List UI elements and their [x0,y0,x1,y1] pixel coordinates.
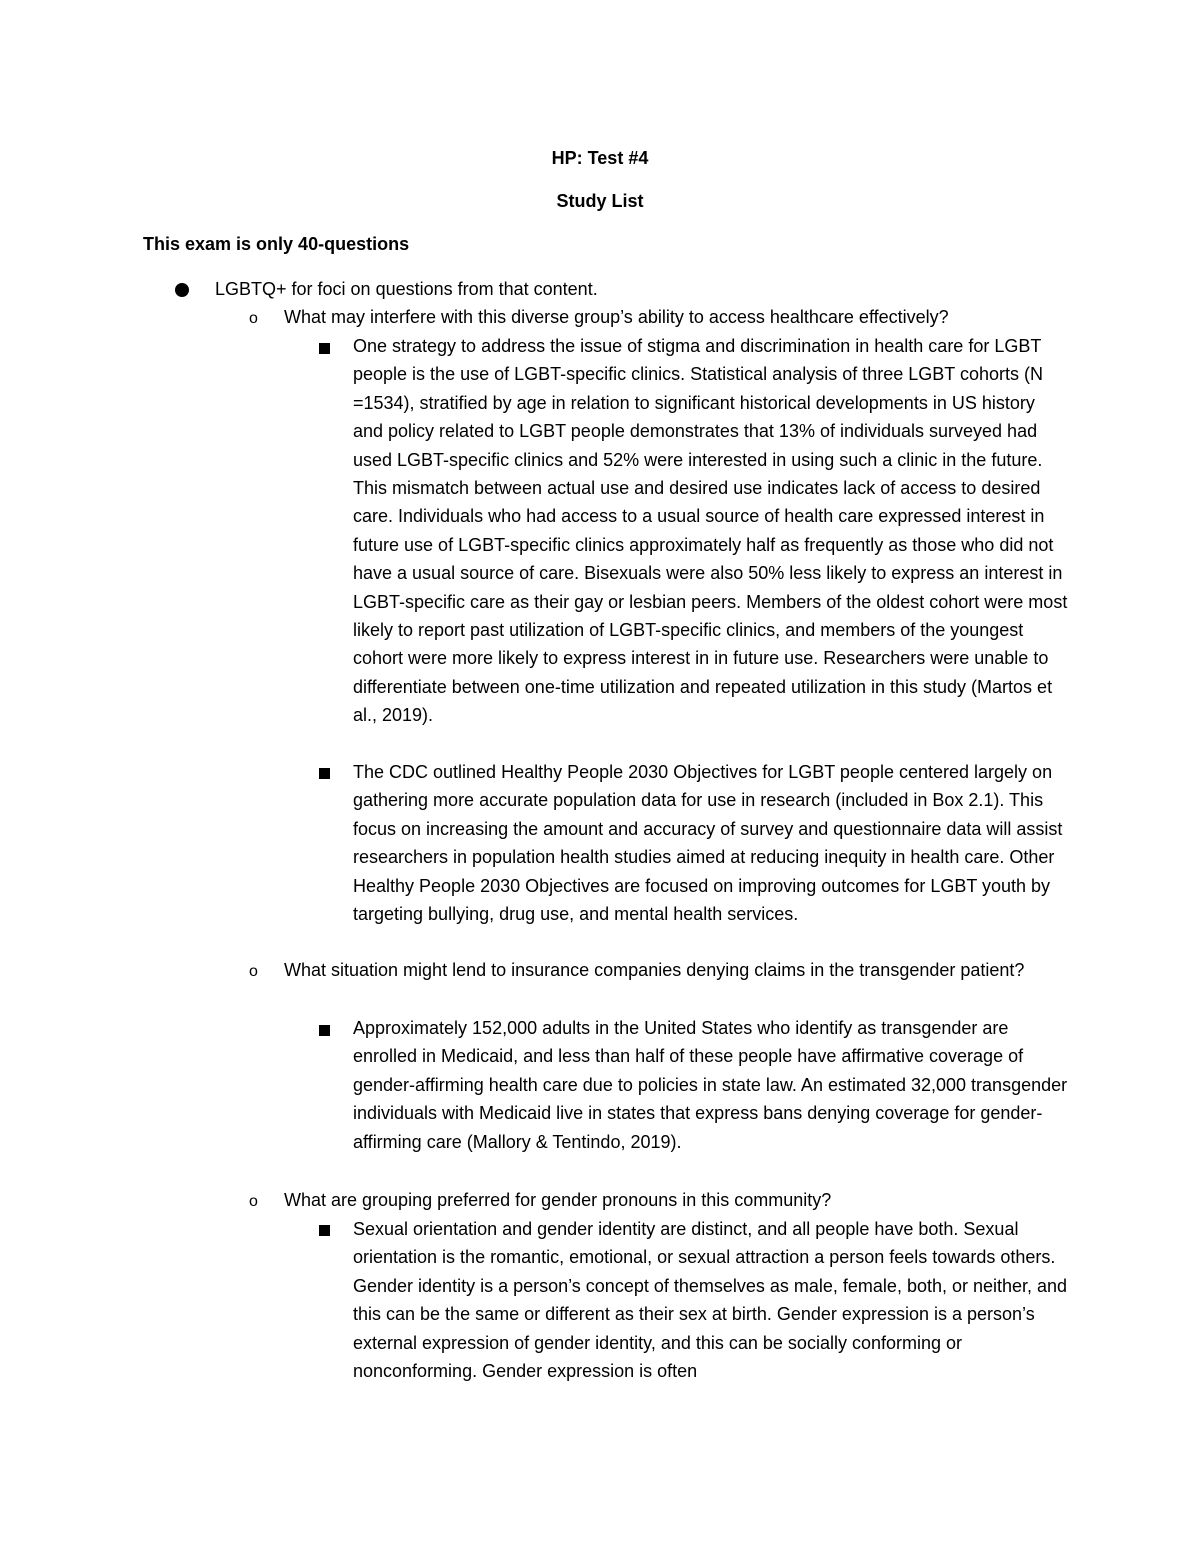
topic-item: LGBTQ+ for foci on questions from that content. [215,279,598,299]
answer-1-2: The CDC outlined Healthy People 2030 Objectives for LGBT people centered largely on gathering more accurate population data for use in research (included in Box 2.1). This focus on increasing the amount and accuracy of survey and questionnaire data will assist researchers in population health studies aimed at reducing inequity in health care. Other Healthy People 2030 Objectives are focused on improving outcomes for LGBT youth by targeting bullying, drug use, and mental health services. [353,762,1063,925]
exam-note: This exam is only 40-questions [143,234,410,254]
bullet-circle-icon: o [249,963,258,980]
answer-3-1: Sexual orientation and gender identity are distinct, and all people have both. Sexual orientation is the romantic, emotional, or sexual attraction a person feels towards others. Gender identity is a person’s concept of themselves as male, female, both, or neither, and this can be the same or different as their sex at birth. Gender expression is a person’s external expression of gender identity, and this can be socially conforming or nonconforming. Gender expression is often [353,1219,1068,1382]
answer-2-1: Approximately 152,000 adults in the United States who identify as transgender are enrolled in Medicaid, and less than half of these people have affirmative coverage of gender-affirming health care due to policies in state law. An estimated 32,000 transgender individuals with Medicaid live in states that express bans denying coverage for gender-affirming care (Mallory & Tentindo, 2019). [353,1018,1068,1152]
answer-1-1: One strategy to address the issue of stigma and discrimination in health care for LGBT people is the use of LGBT-specific clinics. Statistical analysis of three LGBT cohorts (N =1534), stratified by age in relation to significant historical developments in US history and policy related to LGBT people demonstrates that 13% of individuals surveyed had used LGBT-specific clinics and 52% were interested in using such a clinic in the future. This mismatch between actual use and desired use indicates lack of access to desired care. Individuals who had access to a usual source of health care expressed interest in future use of LGBT-specific clinics approximately half as frequently as those who did not have a usual source of care. Bisexuals were also 50% less likely to express an interest in LGBT-specific care as their gay or lesbian peers. Members of the oldest cohort were most likely to report past utilization of LGBT-specific clinics, and members of the youngest cohort were more likely to express interest in in future use. Researchers were unable to differentiate between one-time utilization and repeated utilization in this study (Martos et al., 2019). [353,336,1068,726]
document-title: HP: Test #4 [551,148,649,168]
document-subtitle: Study List [556,191,644,211]
bullet-square-icon [319,343,330,354]
question-3: What are grouping preferred for gender pronouns in this community? [284,1190,832,1210]
bullet-circle-icon: o [249,310,258,327]
bullet-square-icon [319,1025,330,1036]
bullet-square-icon [319,768,330,779]
bullet-circle-icon: o [249,1193,258,1210]
question-2: What situation might lend to insurance companies denying claims in the transgender patient? [284,960,1025,980]
question-1: What may interfere with this diverse group’s ability to access healthcare effectively? [284,307,949,327]
bullet-disc-icon [175,283,189,297]
bullet-square-icon [319,1225,330,1236]
